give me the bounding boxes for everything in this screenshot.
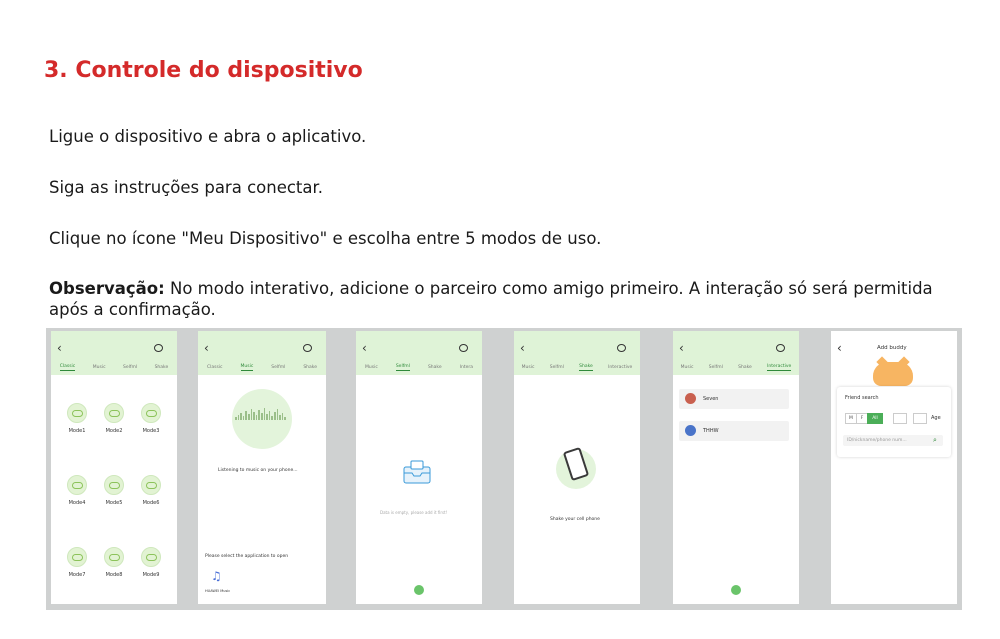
tab-classic[interactable]: Classic — [59, 363, 76, 369]
tab-selfml[interactable]: Selfml — [123, 364, 138, 370]
mode-5[interactable]: Mode5 — [100, 475, 128, 506]
tab-music[interactable]: Music — [521, 364, 535, 370]
avatar — [685, 393, 696, 404]
add-button[interactable] — [414, 585, 424, 595]
friend-item[interactable] — [679, 421, 789, 441]
mode-icon — [141, 547, 161, 567]
tab-music[interactable]: Music — [240, 363, 254, 369]
tab-selfml[interactable]: Selfml — [549, 364, 564, 370]
avatar — [685, 425, 696, 436]
mode-1[interactable]: Mode1 — [63, 403, 91, 434]
tab-selfml[interactable]: Selfml — [271, 364, 286, 370]
mode-icon — [104, 403, 124, 423]
tab-selfml[interactable]: Selfml — [395, 363, 410, 369]
age-max-input[interactable] — [913, 413, 927, 424]
tab-selfml[interactable]: Selfml — [708, 364, 723, 370]
back-icon[interactable]: ‹ — [204, 341, 209, 355]
screen-header — [198, 331, 326, 375]
listening-text: Listening to music on your phone... — [218, 468, 298, 473]
mode-tabs — [514, 362, 640, 372]
screen-header — [673, 331, 799, 375]
select-app-text: Please select the application to open — [205, 554, 289, 559]
age-min-input[interactable] — [893, 413, 907, 424]
music-note-icon[interactable]: ♫ — [211, 569, 222, 583]
screen-selfml — [356, 331, 482, 604]
mode-icon — [104, 547, 124, 567]
mode-tabs — [356, 362, 482, 372]
tab-shake[interactable]: Shake — [154, 364, 169, 370]
screen-title: Add buddy — [877, 345, 907, 351]
tab-classic[interactable]: Classic — [206, 364, 223, 370]
app-name: HUAWEI Music — [205, 589, 231, 593]
tab-interactive[interactable]: Intera — [459, 364, 473, 370]
chat-icon[interactable] — [459, 344, 468, 352]
mode-icon — [67, 475, 87, 495]
back-icon[interactable]: ‹ — [679, 341, 684, 355]
step-1-text: Ligue o dispositivo e abra o aplicativo. — [49, 127, 367, 146]
screenshot-strip — [46, 328, 962, 610]
friend-search-label: Friend search — [845, 395, 879, 401]
age-label: Age — [931, 415, 941, 421]
mode-8[interactable]: Mode8 — [100, 547, 128, 578]
gender-f-button[interactable]: F — [856, 413, 868, 424]
tab-shake[interactable]: Shake — [303, 364, 317, 370]
search-input[interactable]: ID/nickname/phone num... — [843, 435, 943, 446]
cat-mascot-icon — [873, 362, 913, 386]
screen-header — [514, 331, 640, 375]
back-icon[interactable]: ‹ — [57, 341, 62, 355]
mode-6[interactable]: Mode6 — [137, 475, 165, 506]
screen-shake — [514, 331, 640, 604]
friend-search-card — [837, 387, 951, 457]
tab-interactive[interactable]: Interactive — [608, 364, 633, 370]
friend-name: THHW — [703, 428, 719, 434]
screen-add-buddy — [831, 331, 957, 604]
section-title: 3. Controle do dispositivo — [44, 58, 363, 83]
tab-shake[interactable]: Shake — [427, 364, 442, 370]
screen-classic — [51, 331, 177, 604]
screen-music — [198, 331, 326, 604]
shake-caption: Shake your cell phone — [550, 517, 600, 522]
mode-icon — [67, 403, 87, 423]
mode-icon — [104, 475, 124, 495]
chat-icon[interactable] — [154, 344, 163, 352]
back-icon[interactable]: ‹ — [520, 341, 525, 355]
chat-icon[interactable] — [303, 344, 312, 352]
screen-header — [51, 331, 177, 375]
chat-icon[interactable] — [776, 344, 785, 352]
back-icon[interactable]: ‹ — [837, 341, 842, 355]
empty-box-icon — [400, 459, 434, 485]
note-label: Observação: — [49, 279, 165, 298]
add-button[interactable] — [731, 585, 741, 595]
screen-header — [356, 331, 482, 375]
tab-music[interactable]: Music — [92, 364, 106, 370]
mode-tabs — [198, 362, 326, 372]
mode-icon — [141, 475, 161, 495]
back-icon[interactable]: ‹ — [362, 341, 367, 355]
mode-4[interactable]: Mode4 — [63, 475, 91, 506]
tab-shake[interactable]: Shake — [579, 363, 593, 369]
tab-music[interactable]: Music — [365, 364, 378, 370]
friend-name: Seven — [703, 396, 719, 402]
note-text — [49, 278, 959, 320]
tab-music[interactable]: Music — [680, 364, 694, 370]
note-body: No modo interativo, adicione o parceiro como amigo primeiro. A interação só será permitida após a confirmação. — [49, 279, 933, 319]
mode-tabs — [673, 362, 799, 372]
mode-7[interactable]: Mode7 — [63, 547, 91, 578]
mode-9[interactable]: Mode9 — [137, 547, 165, 578]
step-2-text: Siga as instruções para conectar. — [49, 178, 324, 197]
mode-3[interactable]: Mode3 — [137, 403, 165, 434]
step-3-text: Clique no ícone "Meu Dispositivo" e escolha entre 5 modos de uso. — [49, 229, 602, 248]
search-icon[interactable]: ⌕ — [933, 436, 937, 444]
empty-text: Data is empty, please add it first! — [380, 510, 448, 515]
gender-all-button[interactable]: All — [867, 413, 883, 424]
chat-icon[interactable] — [617, 344, 626, 352]
mode-2[interactable]: Mode2 — [100, 403, 128, 434]
mode-tabs — [51, 362, 177, 372]
friend-item[interactable] — [679, 389, 789, 409]
screen-header — [831, 331, 957, 389]
mode-icon — [141, 403, 161, 423]
gender-m-button[interactable]: M — [845, 413, 857, 424]
tab-interactive[interactable]: Interactive — [767, 363, 792, 369]
tab-shake[interactable]: Shake — [738, 364, 752, 370]
waveform-icon — [235, 408, 289, 420]
mode-icon — [67, 547, 87, 567]
screen-interactive — [673, 331, 799, 604]
